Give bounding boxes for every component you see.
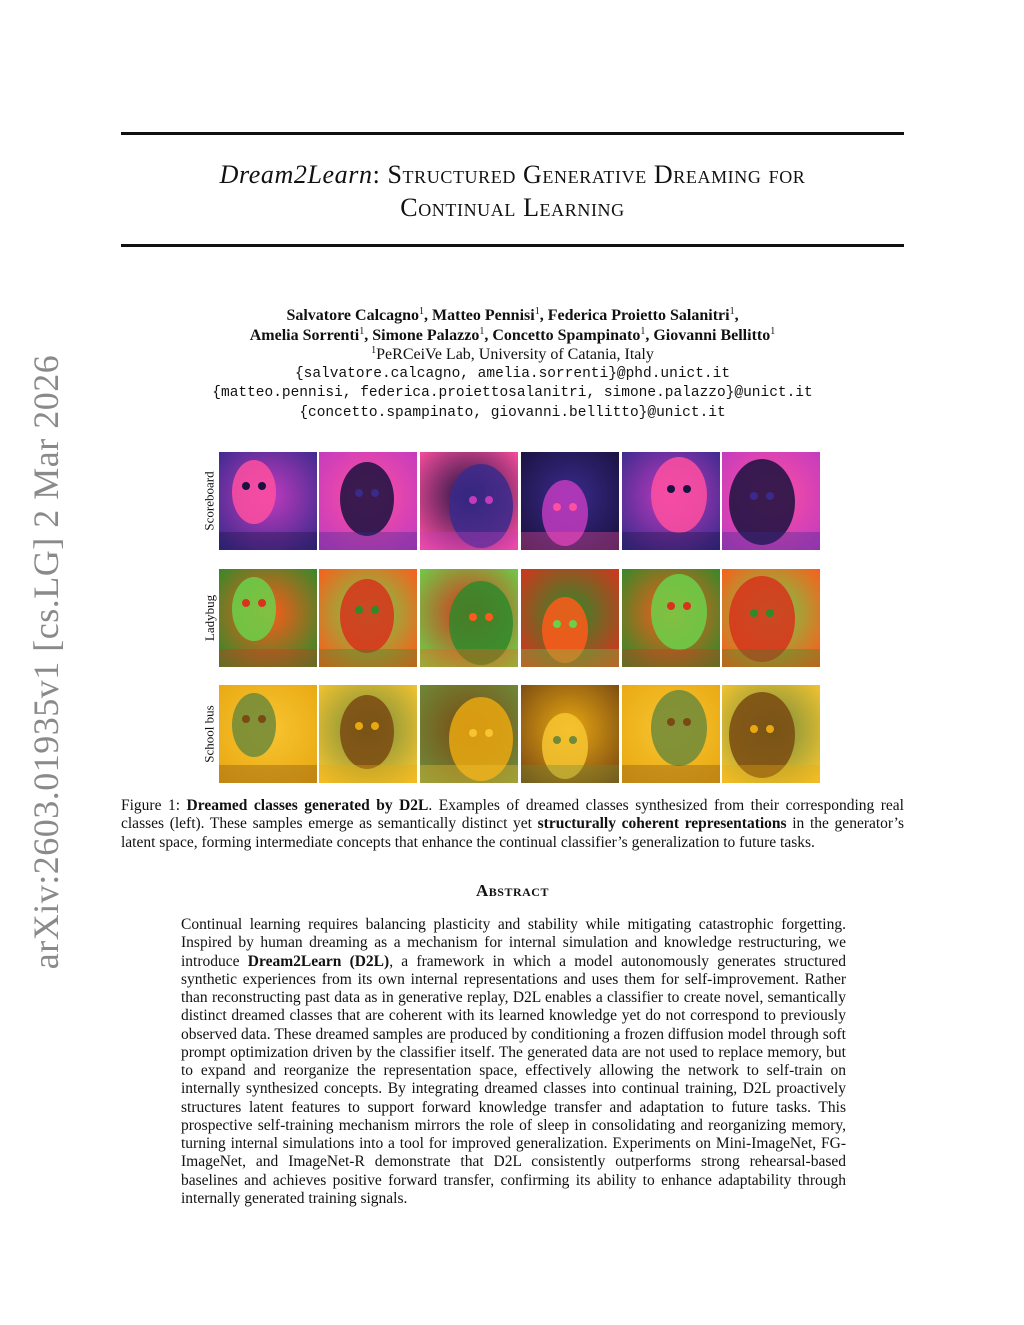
author-name: Giovanni Bellitto [653, 326, 771, 344]
author-affiliation-sup: 1 [729, 306, 735, 317]
author-separator: , [484, 326, 493, 344]
title-italic: Dream2Learn [219, 160, 373, 189]
author-name: Concetto Spampinato [492, 326, 641, 344]
dreamed-sample-image [521, 685, 619, 783]
dreamed-sample-image [319, 685, 417, 783]
caption-bold: structurally coherent representations [537, 815, 787, 833]
dreamed-sample-image [622, 569, 720, 667]
email-line: {matteo.pennisi, federica.proiettosalanitri, simone.palazzo}@unict.it [212, 385, 813, 401]
dreamed-sample-image [722, 685, 820, 783]
title-line1: : Structured Generative Dreaming for [372, 160, 806, 189]
author-list-row1 [121, 306, 904, 326]
dreamed-sample-image [319, 569, 417, 667]
author-separator: , [539, 307, 548, 324]
affiliation [121, 345, 904, 365]
author-name: Amelia Sorrenti [249, 326, 360, 344]
caption-label: Figure 1: [121, 797, 187, 814]
dreamed-sample-image [622, 452, 720, 550]
dreamed-sample-image [319, 452, 417, 550]
author-affiliation-sup: 1 [640, 325, 646, 337]
author-name: Matteo Pennisi [432, 307, 535, 324]
row-label-text: Scoreboard [202, 471, 218, 531]
dreamed-sample-image [521, 452, 619, 550]
author-name: Simone Palazzo [372, 326, 480, 344]
affiliation-sup: 1 [371, 345, 377, 356]
author-affiliation-sup: 1 [419, 306, 425, 317]
author-block [121, 306, 904, 423]
author-separator: , [364, 326, 373, 344]
figure-image-grid [198, 452, 828, 786]
dreamed-sample-image [722, 452, 820, 550]
dreamed-sample-image [219, 452, 317, 550]
dreamed-sample-image [420, 685, 518, 783]
author-name: Salvatore Calcagno [286, 307, 420, 324]
author-separator: , [424, 307, 433, 324]
title-bottom-rule [121, 244, 904, 247]
dreamed-sample-image [622, 685, 720, 783]
abstract-bold: Dream2Learn (D2L) [247, 952, 390, 970]
author-list-row2 [121, 326, 904, 346]
author-affiliation-sup: 1 [770, 325, 776, 337]
dreamed-sample-image [219, 569, 317, 667]
author-separator: , [734, 307, 739, 324]
author-separator: , [645, 326, 654, 344]
author-name: Federica Proietto Salanitri [547, 307, 730, 324]
title-line2: Continual Learning [400, 193, 625, 222]
dreamed-sample-image [219, 685, 317, 783]
abstract-text: , a framework in which a model autonomously generates structured synthetic experiences from its own internal representations and uses them for self-improvement. Rather than reconstructing past data as in generative replay, D2L enables a classifier to create novel, semantically distinct dreamed classes that are coherent with its learned knowledge yet do not correspond to previously observed data. These dreamed samples are produced by conditioning a frozen diffusion model through soft prompt optimization driven by the classifier itself. The generated data are not used to replace memory, but to expand and reorganize the representation space, effectively allowing the network to self-train on internally synthesized concepts. By integrating dreamed classes into continual training, D2L proactively structures latent features to support forward knowledge transfer and adaptation to future tasks. This prospective self-training mechanism mirrors the role of sleep in consolidating and reorganizing memory, turning internal simulations into a tool for improved generalization. Experiments on Mini-ImageNet, FG-ImageNet, and ImageNet-R demonstrate that D2L consistently outperforms strong rehearsal-based baselines and achieves positive forward transfer, confirming its ability to enhance adaptability through internally generated training signals. [181, 952, 846, 1207]
abstract-heading: Abstract [476, 881, 549, 900]
author-affiliation-sup: 1 [479, 325, 485, 337]
email-line: {salvatore.calcagno, amelia.sorrenti}@phd.unict.it [294, 365, 731, 382]
title-top-rule [121, 132, 904, 135]
figure-caption [121, 797, 904, 852]
author-affiliation-sup: 1 [534, 306, 540, 317]
paper-title [121, 158, 904, 224]
abstract-body [181, 916, 846, 1208]
caption-bold: Dreamed classes generated by D2L [186, 797, 429, 814]
author-affiliation-sup: 1 [359, 325, 365, 337]
abstract-text: Continual learning requires balancing plasticity and stability while mitigating catastrophic forgetting. Inspired by human dreaming as a mechanism for internal simulation and knowledge restructuring, we introduce [181, 916, 846, 970]
caption-text: . Examples of dreamed classes synthesized from their corresponding real classes (left). These samples emerge as semantically distinct yet [121, 797, 904, 833]
dreamed-sample-image [722, 569, 820, 667]
row-label-text: School bus [202, 705, 218, 763]
dreamed-sample-image [420, 452, 518, 550]
arxiv-identifier: arXiv:2603.01935v1 [cs.LG] 2 Mar 2026 [26, 354, 66, 970]
affiliation-text: PeRCeiVe Lab, University of Catania, Italy [376, 346, 654, 363]
caption-text: in the generator’s latent space, forming intermediate concepts that enhance the continual classifier’s generalization to future tasks. [121, 815, 904, 851]
row-label-text: Ladybug [202, 594, 217, 642]
dreamed-sample-image [420, 569, 518, 667]
email-line: {concetto.spampinato, giovanni.bellitto}@unict.it [299, 404, 726, 421]
dreamed-sample-image [521, 569, 619, 667]
